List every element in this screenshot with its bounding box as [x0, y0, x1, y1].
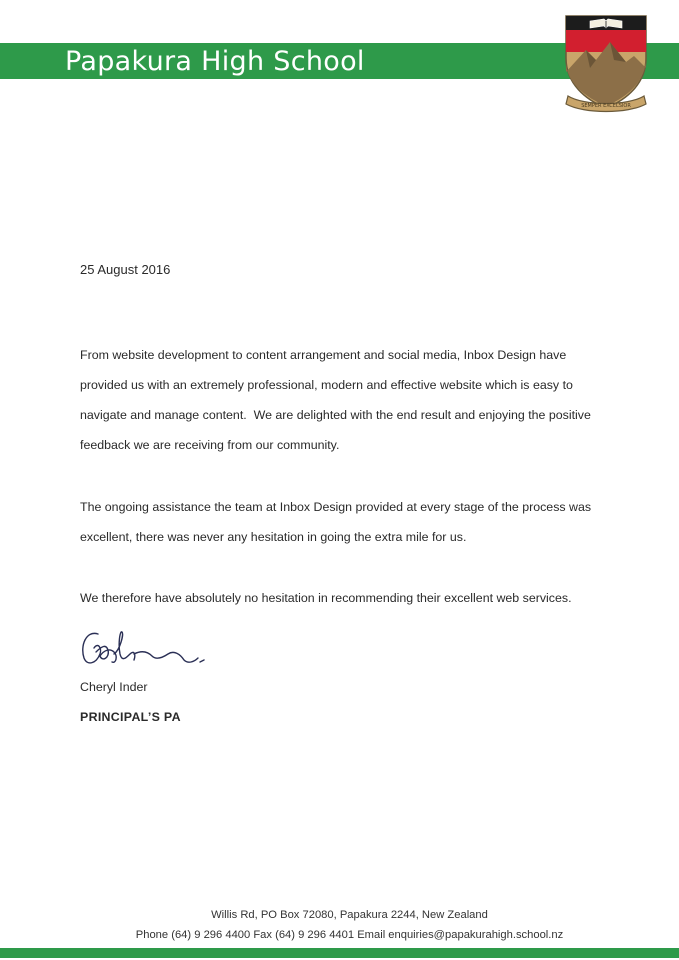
- signer-name: Cheryl Inder: [80, 680, 148, 694]
- signer-title: PRINCIPAL’S PA: [80, 710, 181, 724]
- school-name: Papakura High School: [65, 46, 365, 77]
- footer-band: [0, 948, 679, 958]
- svg-text:SEMPER EXCELSIOR: SEMPER EXCELSIOR: [581, 103, 631, 109]
- school-crest-icon: [560, 12, 652, 116]
- body-paragraph: We therefore have absolutely no hesitation in recommending their excellent web services.: [80, 591, 572, 605]
- body-paragraph: From website development to content arrangement and social media, Inbox Design have provided us with an extremely professional, modern and effective website which is easy to navigate and manage content. We are delighted with the end result and enjoying the positive feedback we are receiving from our community.: [80, 348, 591, 452]
- body-paragraph: The ongoing assistance the team at Inbox Design provided at every stage of the process was excellent, there was never any hesitation in going the extra mile for us.: [80, 500, 592, 544]
- handwritten-signature: [76, 624, 216, 672]
- footer-address: Willis Rd, PO Box 72080, Papakura 2244, New Zealand: [211, 909, 488, 921]
- letter-date: 25 August 2016: [80, 262, 171, 277]
- footer-contact: Phone (64) 9 296 4400 Fax (64) 9 296 4401 Email enquiries@papakurahigh.school.nz: [135, 929, 564, 941]
